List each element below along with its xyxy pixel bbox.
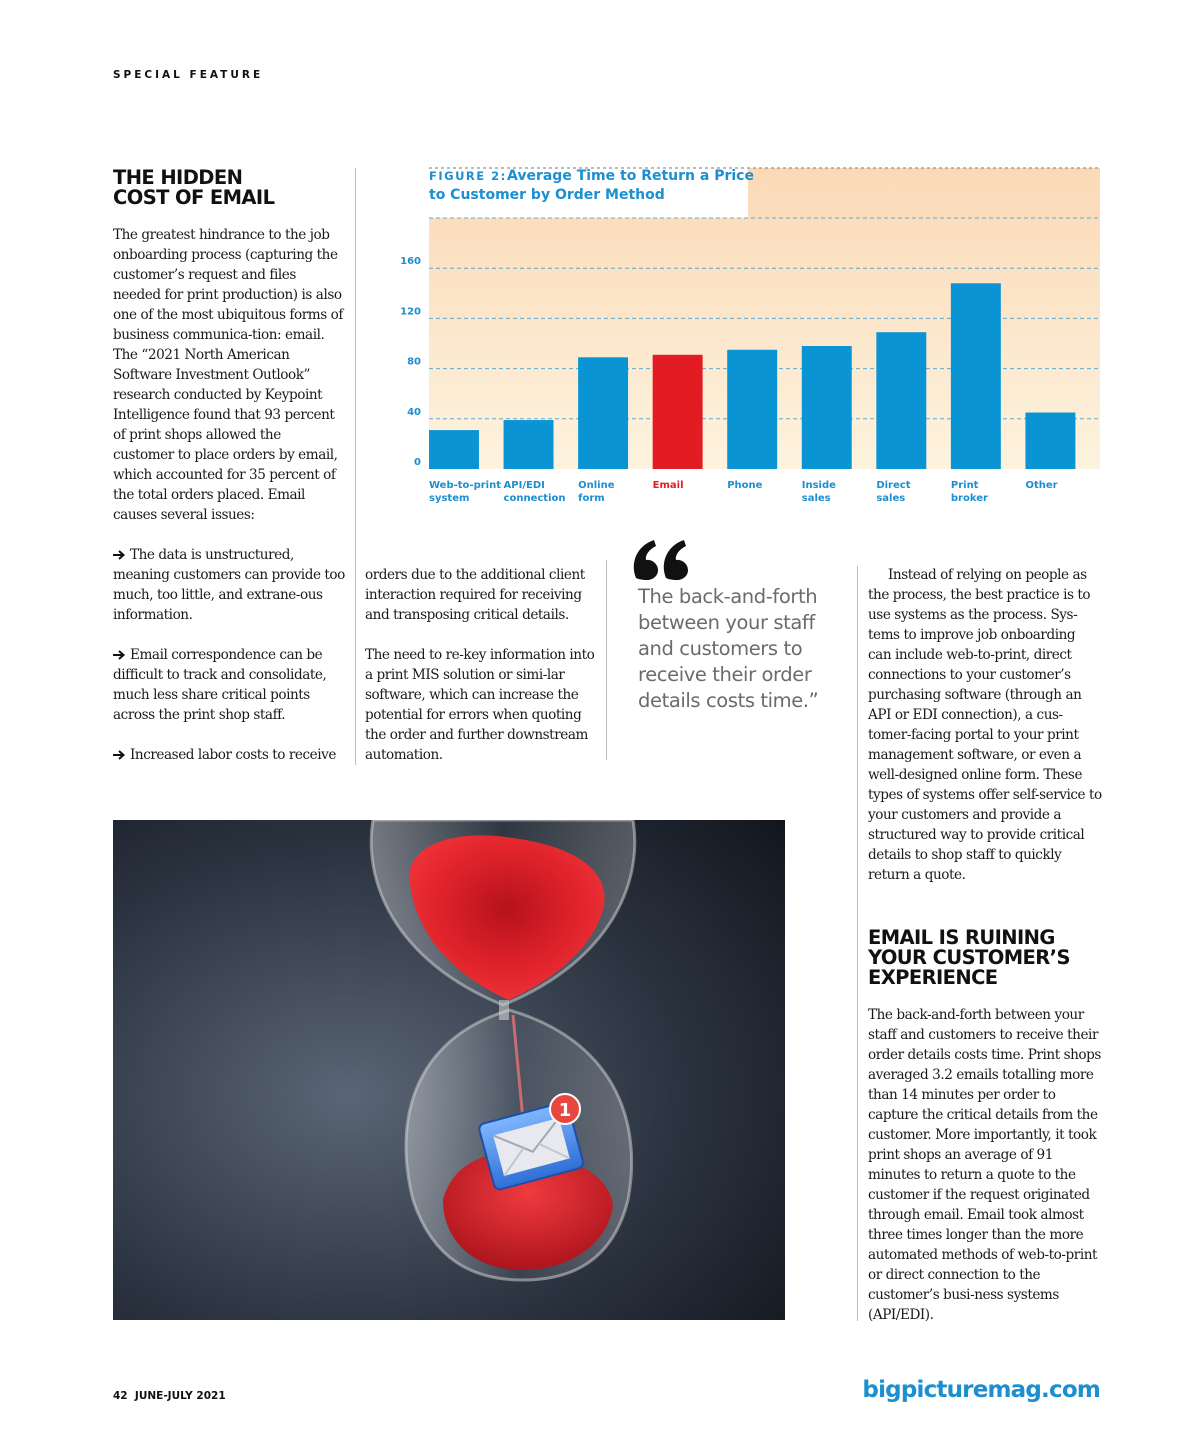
column-2-text [365, 565, 597, 765]
y-tick-label: 40 [407, 406, 421, 418]
bar [876, 332, 926, 469]
heading-line: EMAIL IS RUINING [868, 926, 1055, 949]
bar-chart [400, 160, 1105, 510]
figure-label: FIGURE 2: [429, 169, 507, 183]
section-heading [113, 168, 353, 208]
systems-paragraph: Instead of relying on people as the process, the best practice is to use systems as the process. Sys-tems to improve job onboarding can include web-to-print, direct connections to your customer’s purchasing software (through an API or EDI connection), a cus-tomer-facing portal to your print management software, or even a well-designed online form. These types of systems offer self-service to your customers and provide a structured way to provide critical details to shop staff to quickly return a quote. [868, 567, 1102, 883]
x-category-label: Email [652, 480, 684, 491]
column-4-text [868, 565, 1102, 885]
bar [578, 357, 628, 469]
column-1-text [113, 225, 345, 765]
column-4-lower-text [868, 1005, 1102, 1325]
x-category-label: Phone [727, 480, 763, 491]
heading-line: YOUR CUSTOMER’S [868, 946, 1070, 969]
y-tick-label: 80 [407, 356, 421, 368]
y-tick-label: 160 [400, 256, 421, 268]
x-category-label: Online [578, 480, 615, 491]
arrow-icon [113, 550, 126, 560]
bar [1025, 413, 1075, 469]
bullet-text: Increased labor costs to receive [130, 747, 336, 763]
heading-line: COST OF EMAIL [113, 186, 275, 209]
column-rule [606, 560, 607, 760]
bullet-item [113, 745, 345, 765]
pull-quote: The back-and-forth between your staff and customers to receive their order details costs time.” [638, 585, 819, 712]
quote-icon [632, 538, 692, 582]
section-kicker: SPECIAL FEATURE [113, 69, 264, 81]
bullet-item [113, 545, 345, 625]
heading-line: THE HIDDEN [113, 166, 243, 189]
heading-line: EXPERIENCE [868, 966, 998, 989]
x-category-label: system [429, 493, 470, 504]
bullet-continuation: orders due to the additional client interaction required for receiving and transposing critical details. [365, 567, 585, 623]
arrow-icon [113, 650, 126, 660]
arrow-icon [113, 750, 126, 760]
bar [653, 355, 703, 469]
x-category-label: Other [1025, 480, 1058, 491]
column-rule [355, 168, 356, 765]
x-category-label: Print [950, 480, 979, 491]
bullet-text: Email correspondence can be difficult to track and consolidate, much less share critical points across the print shop staff. [113, 647, 327, 723]
bullet-text: The data is unstructured, meaning customers can provide too much, too little, and extrane-ous information. [113, 547, 345, 623]
x-category-label: form [578, 493, 605, 504]
y-tick-label: 120 [400, 306, 421, 318]
chart-title-line1: Average Time to Return a Price [507, 168, 754, 184]
hourglass-photo [113, 820, 785, 1320]
x-category-label: Direct [876, 480, 911, 491]
site-url[interactable]: bigpicturemag.com [862, 1377, 1100, 1403]
bar [727, 350, 777, 469]
x-category-label: Web-to-print [429, 480, 501, 491]
page-folio: 42 JUNE-JULY 2021 [113, 1390, 226, 1402]
rekey-paragraph: The need to re-key information into a print MIS solution or simi-lar software, which can increase the potential for errors when quoting the order and further downstream automation. [365, 647, 595, 763]
column-rule [857, 566, 858, 1321]
section-heading [868, 928, 1108, 988]
x-category-label: sales [876, 493, 906, 504]
chart-title-line2: to Customer by Order Method [429, 187, 665, 203]
bar [429, 430, 479, 469]
x-category-label: sales [801, 493, 831, 504]
x-category-label: API/EDI [503, 480, 545, 491]
x-category-label: broker [950, 493, 988, 504]
y-tick-label: 0 [414, 457, 421, 468]
bullet-item [113, 645, 345, 725]
experience-paragraph: The back-and-forth between your staff and customers to receive their order details costs time. Print shops averaged 3.2 emails totalling more than 14 minutes per order to capture the critical details from the customer. More importantly, it took print shops an average of 91 minutes to return a quote to the customer if the request originated through email. Email took almost three times longer than the more automated methods of web-to-print or direct connection to the customer’s busi-ness systems (API/EDI). [868, 1007, 1101, 1323]
intro-paragraph: The greatest hindrance to the job onboarding process (capturing the customer’s request and files needed for print production) is also one of the most ubiquitous forms of business communica-tion: email. The “2021 North American Software Investment Outlook” research conducted by Keypoint Intelligence found that 93 percent of print shops allowed the customer to place orders by email, which accounted for 35 percent of the total orders placed. Email causes several issues: [113, 227, 343, 523]
x-category-label: Inside [801, 480, 836, 491]
x-category-label: connection [503, 493, 566, 504]
bar [802, 346, 852, 469]
bar [504, 420, 554, 469]
notification-count: 1 [558, 1100, 572, 1121]
bar [951, 283, 1001, 469]
